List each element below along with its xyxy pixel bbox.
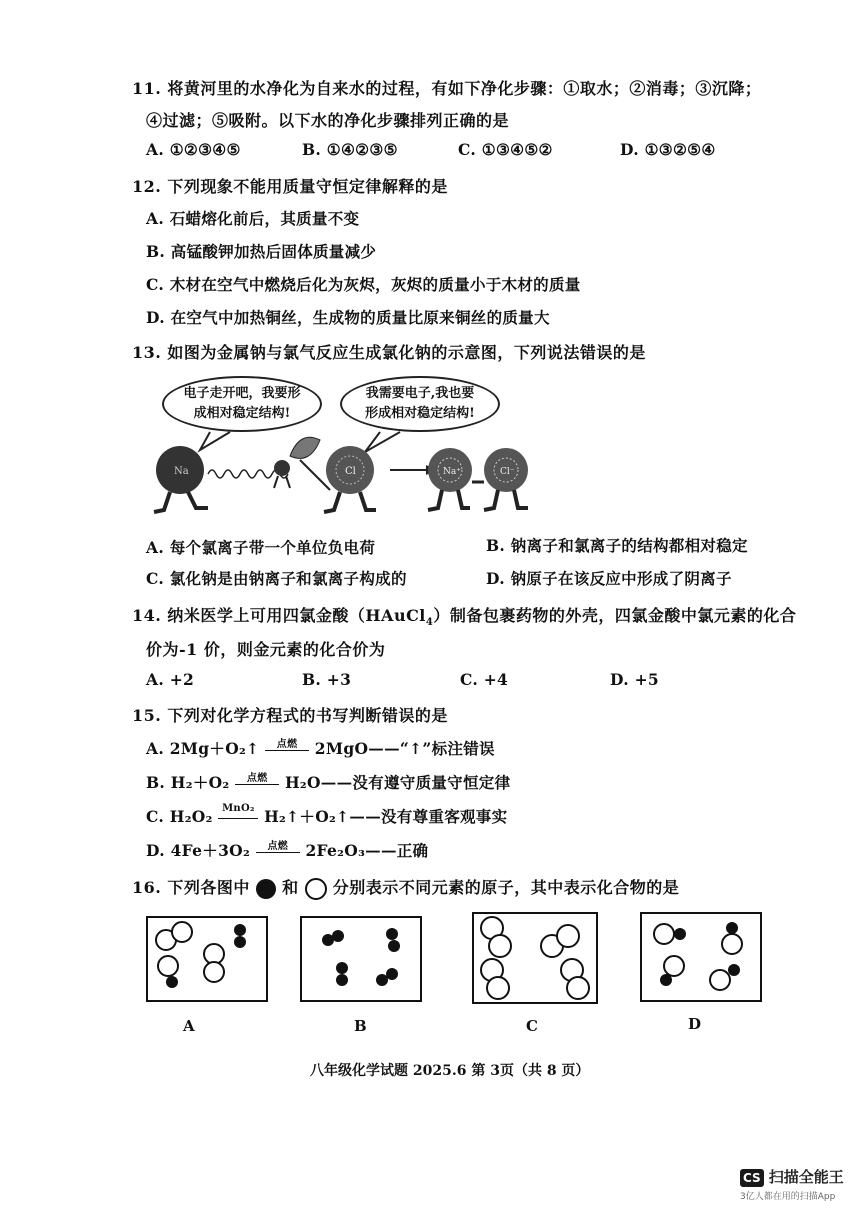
q15-b-condition: 点燃 (246, 773, 268, 784)
diagram-b-box (300, 916, 422, 1002)
bubble-sodium-line2: 成相对稳定结构! (193, 406, 291, 421)
diagram-a-label: A (183, 1017, 195, 1035)
q15-d-reactants: D. 4Fe＋3O₂ (146, 841, 251, 860)
q12-stem: 12. 下列现象不能用质量守恒定律解释的是 (132, 177, 448, 196)
q14-stem-line2: 价为-1 价，则金元素的化合价为 (146, 640, 386, 659)
q15-b-arrow (235, 775, 279, 793)
chlorine-atom-figure (324, 446, 376, 512)
q16-stem-part1: 16. 下列各图中 (132, 878, 250, 897)
q15-b-products: H₂O——没有遵守质量守恒定律 (284, 773, 511, 792)
q11-stem-line2: ④过滤；⑤吸附。以下水的净化步骤排列正确的是 (146, 111, 510, 130)
q14-stem-part2: ）制备包裹药物的外壳，四氯金酸中氯元素的化合 (433, 606, 797, 625)
q15-option-b (146, 771, 510, 793)
q15-a-arrow (265, 741, 309, 759)
scanner-watermark (740, 1166, 844, 1202)
reaction-cartoon (150, 370, 750, 530)
q15-a-products: 2MgO——“↑”标注错误 (314, 739, 495, 758)
sodium-atom-figure (154, 446, 208, 512)
bubble-sodium-line1: 电子走开吧，我要形 (183, 386, 301, 401)
chloride-ion-label: Cl⁻ (500, 467, 515, 477)
chlorine-atom-label: Cl (345, 466, 356, 477)
diagram-d-box (640, 912, 762, 1002)
q14-option-b: B. +3 (302, 670, 352, 689)
scanner-app-name: 扫描全能王 (768, 1168, 844, 1186)
q12-option-c: C. 木材在空气中燃烧后化为灰烬，灰烬的质量小于木材的质量 (146, 275, 581, 294)
bubble-chlorine-line1: 我需要电子,我也要 (365, 386, 475, 401)
diagram-a-box (146, 916, 268, 1002)
q15-c-reactants: C. H₂O₂ (146, 807, 213, 826)
bubble-tail-left (200, 432, 230, 450)
q14-option-c: C. +4 (460, 670, 509, 689)
butterfly-net (290, 437, 330, 490)
q12-option-d: D. 在空气中加热铜丝，生成物的质量比原来铜丝的质量大 (146, 308, 550, 327)
scanner-tagline: 3亿人都在用的扫描App (740, 1192, 836, 1202)
q13-option-d: D. 钠原子在该反应中形成了阴离子 (486, 569, 732, 588)
white-atom-icon (305, 878, 327, 900)
q15-option-d (146, 839, 428, 861)
q14-stem-line1 (132, 603, 796, 628)
diagram-d-molecules (642, 914, 760, 1000)
diagram-c-box (472, 912, 598, 1004)
q14-stem-part1: 14. 纳米医学上可用四氯金酸（HAuCl (132, 606, 426, 625)
q15-d-arrow (256, 843, 300, 861)
diagram-c-molecules (474, 914, 596, 1002)
q11-option-a: A. ①②③④⑤ (146, 140, 241, 159)
q14-stem-subscript: 4 (425, 617, 434, 629)
bubble-tail-right (365, 432, 400, 452)
q14-option-d: D. +5 (610, 670, 659, 689)
q16-stem (132, 875, 679, 900)
page-footer: 八年级化学试题 2025.6 第 3页（共 8 页） (310, 1063, 590, 1079)
q13-option-a: A. 每个氯离子带一个单位负电荷 (146, 538, 376, 557)
q13-option-c: C. 氯化钠是由钠离子和氯离子构成的 (146, 569, 407, 588)
q16-stem-part3: 分别表示不同元素的原子，其中表示化合物的是 (332, 878, 680, 897)
q15-stem: 15. 下列对化学方程式的书写判断错误的是 (132, 706, 448, 725)
diagram-a-molecules (148, 918, 266, 1000)
bubble-chlorine-line2: 形成相对稳定结构! (365, 406, 475, 421)
sodium-atom-label: Na (174, 466, 189, 477)
diagram-b-molecules (302, 918, 420, 1000)
q15-option-a (146, 737, 495, 759)
q11-option-c: C. ①③④⑤② (458, 140, 553, 159)
q11-option-d: D. ①③②⑤④ (620, 140, 716, 159)
q15-d-products: 2Fe₂O₃——正确 (305, 841, 429, 860)
sodium-ion-label: Na⁺ (443, 467, 461, 477)
chloride-ion-figure (472, 448, 528, 510)
q13-stem: 13. 如图为金属钠与氯气反应生成氯化钠的示意图，下列说法错误的是 (132, 343, 646, 362)
q15-c-condition: MnO₂ (222, 803, 255, 814)
q15-option-c (146, 805, 507, 827)
sodium-ion-figure (428, 448, 472, 510)
q12-option-a: A. 石蜡熔化前后，其质量不变 (146, 209, 360, 228)
q11-option-b: B. ①④②③⑤ (302, 140, 398, 159)
diagram-c-label: C (526, 1017, 538, 1035)
q15-a-reactants: A. 2Mg＋O₂↑ (146, 739, 260, 758)
black-atom-icon (256, 879, 276, 899)
q14-option-a: A. +2 (146, 670, 195, 689)
diagram-d-label: D (688, 1015, 702, 1033)
q15-a-condition: 点燃 (276, 739, 298, 750)
diagram-b-label: B (354, 1017, 367, 1035)
sodium-chlorine-illustration (150, 370, 750, 530)
q15-b-reactants: B. H₂＋O₂ (146, 773, 230, 792)
q15-c-products: H₂↑＋O₂↑——没有尊重客观事实 (264, 807, 508, 826)
q15-d-condition: 点燃 (267, 841, 289, 852)
q15-c-arrow (218, 803, 258, 827)
q12-option-b: B. 高锰酸钾加热后固体质量减少 (146, 242, 377, 261)
q11-stem-line1: 11. 将黄河里的水净化为自来水的过程，有如下净化步骤：①取水；②消毒；③沉降； (132, 79, 762, 98)
q13-option-b: B. 钠离子和氯离子的结构都相对稳定 (486, 536, 748, 555)
q16-stem-part2: 和 (282, 878, 299, 897)
scanner-logo-icon: CS (740, 1169, 764, 1187)
